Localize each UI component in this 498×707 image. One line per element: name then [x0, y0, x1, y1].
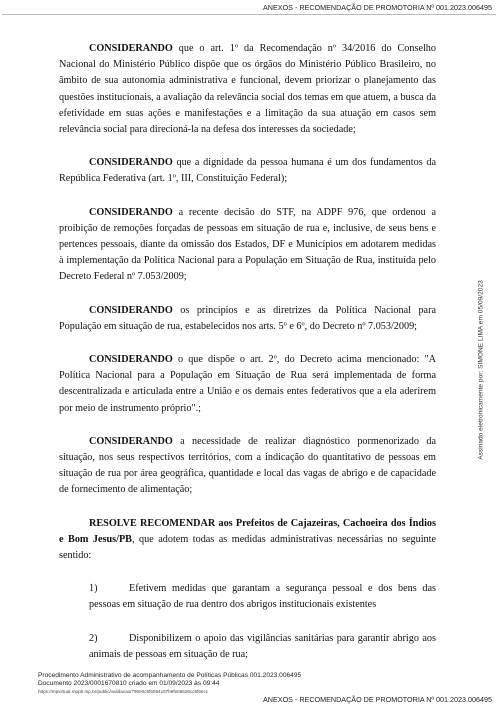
paragraph-considerando-2	[59, 155, 436, 187]
header-divider	[2, 14, 496, 15]
signature-stamp	[470, 220, 492, 520]
paragraph-text: que a dignidade da pessoa humana é um dos fundamentos da República Federativa (art. 1º, III, Constituição Federal);	[59, 157, 436, 185]
footer-document-id: Documento 2023/0001670810 criado em 01/09/2023 às 09:44	[38, 680, 220, 688]
paragraph-considerando-6	[59, 434, 436, 499]
footer-validation-link[interactable]: https://mpvirtual.mppb.mp.br/public/validacao/790e0c5f6094157b6fe06526cc5f6ecc	[38, 689, 209, 695]
paragraph-considerando-1	[59, 41, 436, 138]
paragraph-text: que o art. 1º da Recomendação nº 34/2016 do Conselho Nacional do Ministério Público dispõe que os órgãos do Ministério Público Brasileiro, no âmbito de sua autonomia administrativa e funcional, devem priorizar o planejamento das questões institucionais, a avaliação da relevância social dos temas em que atuem, a busca da efetividade em suas ações e manifestações e a limitação da sua atuação em casos sem relevância social para direcioná-la na defesa dos interesses da sociedade;	[59, 43, 436, 136]
paragraph-resolve	[59, 516, 436, 565]
list-item-2	[59, 631, 436, 663]
paragraph-text: o que dispõe o art. 2º, do Decreto acima mencionado: "A Política Nacional para a População em Situação de Rua será implementada de forma descentralizada e articulada entre a União e os demais entes federativos que a ela aderirem por meio de instrumento próprio".;	[59, 354, 436, 414]
resolve-label: RESOLVE RECOMENDAR aos Prefeitos de Cajazeiras, Cachoeira dos Índios e Bom Jesus/PB	[59, 517, 436, 545]
list-text: Disponibilizem o apoio das vigilâncias sanitárias para garantir abrigo aos animais de pessoas em situação de rua;	[89, 632, 436, 660]
paragraph-text: a recente decisão do STF, na ADPF 976, que ordenou a proibição de remoções forçadas de pessoas em situação de rua e, inclusive, de seus bens e pertences pessoais, diante da omissão dos Estados, DF e Municípios em adotarem medidas à implementação da Política Nacional para a População em Situação de Rua, instituída pelo Decreto Federal nº 7.053/2009;	[59, 206, 436, 283]
paragraph-considerando-3	[59, 205, 436, 286]
list-number: 1)	[89, 583, 98, 595]
considerando-label: CONSIDERANDO	[89, 304, 173, 316]
considerando-label: CONSIDERANDO	[89, 43, 173, 54]
footer-procedure: Procedimento Administrativo de acompanhamento de Políticas Públicas 001.2023.006495	[38, 672, 302, 679]
document-body	[59, 41, 436, 680]
paragraph-considerando-5	[59, 352, 436, 417]
list-number: 2)	[89, 632, 98, 644]
considerando-label: CONSIDERANDO	[89, 206, 173, 218]
considerando-label: CONSIDERANDO	[89, 157, 173, 169]
paragraph-text: os princípios e as diretrizes da Política Nacional para População em situação de rua, estabelecidos nos arts. 5º e 6º, do Decreto nº 7.053/2009;	[59, 304, 436, 332]
considerando-label: CONSIDERANDO	[89, 354, 173, 366]
signature-stamp-text: Assinado eletronicamente por: SIMONE LIMA em 05/09/2023	[477, 280, 485, 460]
paragraph-considerando-4	[59, 303, 436, 335]
considerando-label: CONSIDERANDO	[89, 435, 173, 447]
document-footer	[38, 672, 301, 697]
list-item-1	[59, 581, 436, 613]
paragraph-text: a necessidade de realizar diagnóstico pormenorizado da situação, nos seus respectivos territórios, com a indicação do quantitativo de pessoas em situação de rua por área geográfica, quantidade e local das vagas de abrigo e de capacidade de fornecimento de alimentação;	[59, 435, 436, 496]
document-header: ANEXOS - RECOMENDAÇÃO DE PROMOTORIA Nº 001.2023.006495	[263, 3, 492, 12]
footer-header-repeat: ANEXOS - RECOMENDAÇÃO DE PROMOTORIA Nº 001.2023.006495	[263, 695, 492, 704]
paragraph-text: , que adotem todas as medidas administrativas necessárias no seguinte sentido:	[59, 533, 436, 562]
list-text: Efetivem medidas que garantam a segurança pessoal e dos bens das pessoas em situação de rua dentro dos abrigos institucionais existentes	[89, 583, 436, 611]
